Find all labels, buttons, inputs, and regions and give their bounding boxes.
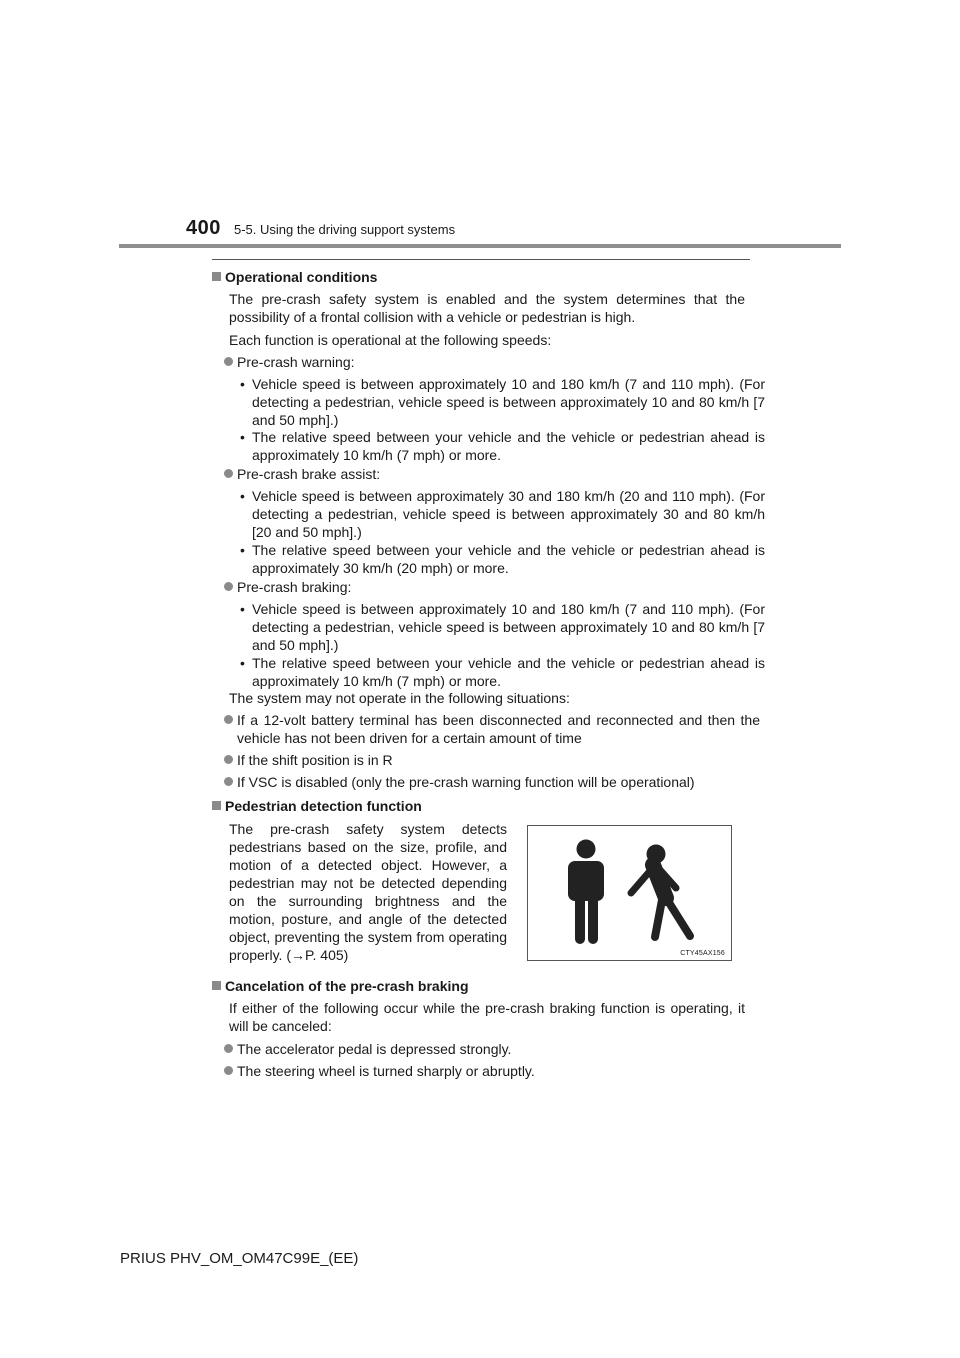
function-label-warning: Pre-crash warning:	[224, 353, 355, 371]
function-item: • The relative speed between your vehicle and the vehicle or pedestrian ahead is approximately 30 km/h (20 mph) or more.	[240, 542, 765, 576]
function-label-brake-assist: Pre-crash brake assist:	[224, 465, 380, 483]
cancelation-item: The accelerator pedal is depressed strongly.	[224, 1040, 511, 1058]
round-bullet-icon	[224, 469, 233, 478]
top-divider	[212, 259, 750, 260]
section-title: 5-5. Using the driving support systems	[234, 222, 456, 237]
situation-item: If the shift position is in R	[224, 751, 760, 769]
square-bullet-icon	[212, 801, 221, 810]
not-operate-intro: The system may not operate in the following situations:	[229, 690, 570, 706]
header-rule	[119, 244, 841, 248]
function-item: • Vehicle speed is between approximately 10 and 180 km/h (7 and 110 mph). (For detecting a pedestrian, vehicle speed is between approximately 10 and 80 km/h [7 and 50 mph].)	[240, 376, 765, 428]
page-number: 400	[186, 217, 221, 239]
situation-item: If a 12-volt battery terminal has been disconnected and reconnected and then the vehicle has not been driven for a certain amount of time	[224, 711, 760, 747]
operational-heading: Operational conditions	[212, 268, 377, 286]
situation-item: If VSC is disabled (only the pre-crash warning function will be operational)	[224, 773, 760, 791]
round-bullet-icon	[224, 1044, 233, 1053]
pedestrian-text: The pre-crash safety system detects pedestrians based on the size, profile, and motion of a detected object. However, a pedestrian may not be detected depending on the surrounding brightness and the motion, posture, and angle of the detected object, preventing the system from operating properly. (→P. 405)	[229, 821, 507, 963]
speeds-intro: Each function is operational at the following speeds:	[229, 332, 552, 348]
pedestrian-heading: Pedestrian detection function	[212, 797, 422, 815]
cancelation-intro: If either of the following occur while the pre-crash braking function is operating, it will be canceled:	[229, 1000, 745, 1034]
round-bullet-icon	[224, 777, 233, 786]
round-bullet-icon	[224, 715, 233, 724]
function-item: • Vehicle speed is between approximately 10 and 180 km/h (7 and 110 mph). (For detecting a pedestrian, vehicle speed is between approximately 10 and 80 km/h [7 and 50 mph].)	[240, 601, 765, 653]
standing-person-icon	[568, 840, 604, 945]
function-item: • The relative speed between your vehicle and the vehicle or pedestrian ahead is approximately 10 km/h (7 mph) or more.	[240, 429, 765, 463]
round-bullet-icon	[224, 582, 233, 591]
cancelation-item: The steering wheel is turned sharply or abruptly.	[224, 1062, 535, 1080]
round-bullet-icon	[224, 1066, 233, 1075]
square-bullet-icon	[212, 272, 221, 281]
cancelation-heading: Cancelation of the pre-crash braking	[212, 977, 469, 995]
function-item: • The relative speed between your vehicle and the vehicle or pedestrian ahead is approximately 10 km/h (7 mph) or more.	[240, 655, 765, 689]
square-bullet-icon	[212, 981, 221, 990]
walking-person-icon	[631, 865, 690, 937]
figure-code: CTY45AX156	[680, 950, 725, 957]
round-bullet-icon	[224, 357, 233, 366]
pedestrian-figure	[527, 825, 732, 961]
operational-intro: The pre-crash safety system is enabled and the system determines that the possibility of a frontal collision with a vehicle or pedestrian is high.	[229, 291, 745, 325]
round-bullet-icon	[224, 755, 233, 764]
function-label-braking: Pre-crash braking:	[224, 578, 351, 596]
footer-document-id: PRIUS PHV_OM_OM47C99E_(EE)	[120, 1250, 359, 1267]
function-item: • Vehicle speed is between approximately 30 and 180 km/h (20 and 110 mph). (For detecting a pedestrian, vehicle speed is between approximately 30 and 80 km/h [20 and 50 mph].)	[240, 488, 765, 540]
